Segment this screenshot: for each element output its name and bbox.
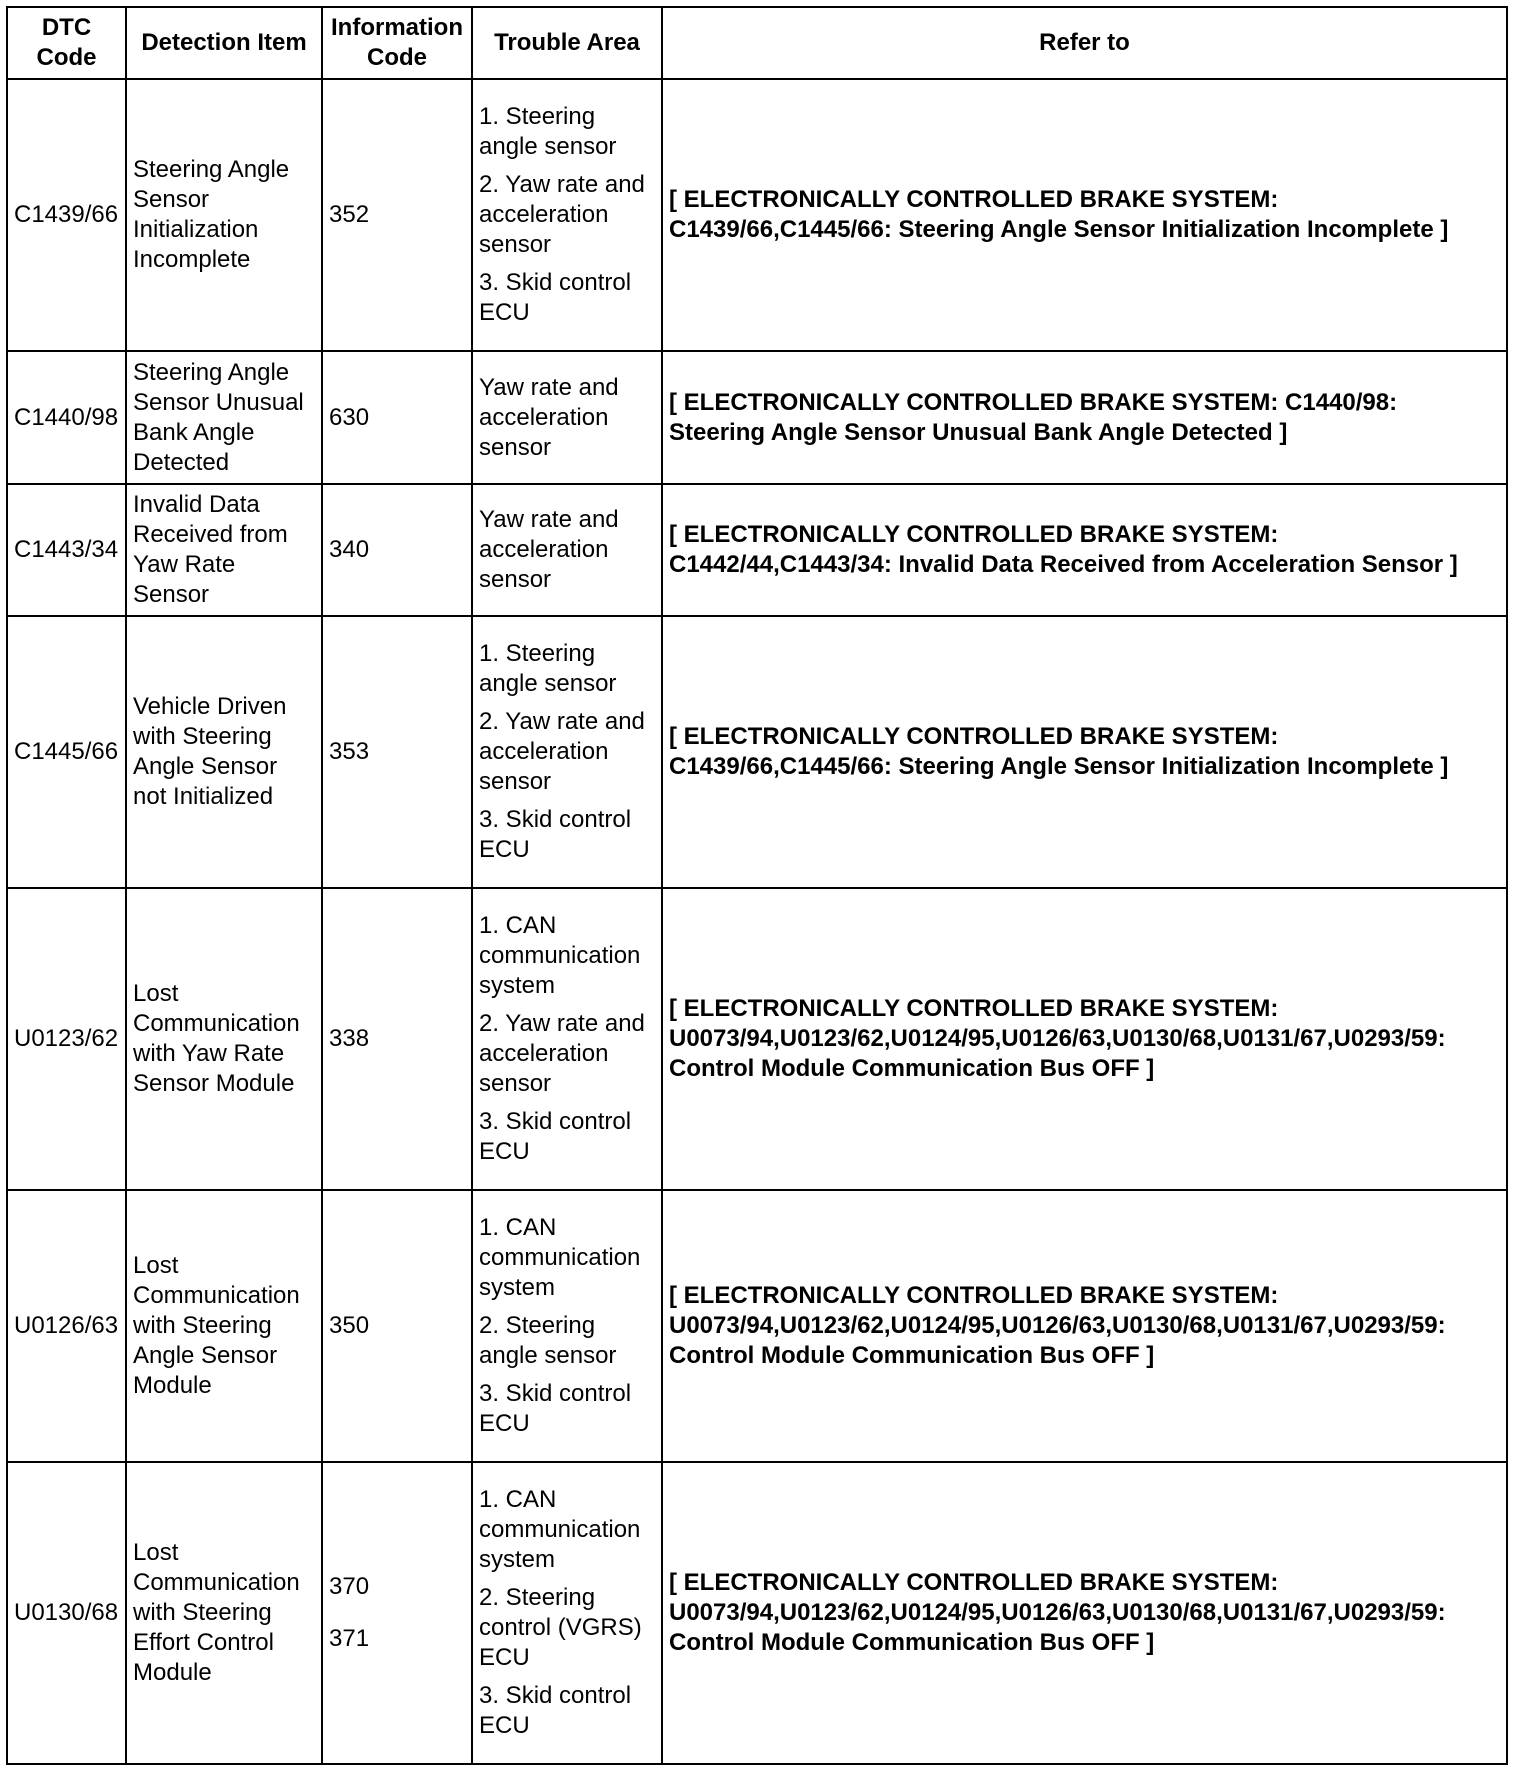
trouble-area-cell: [472, 888, 662, 1190]
dtc-code-cell: U0126/63: [7, 1190, 126, 1462]
header-information-code: Information Code: [322, 7, 472, 79]
information-code: 371: [329, 1625, 370, 1652]
refer-to-link-line[interactable]: Control Module Communication Bus OFF ]: [669, 1629, 1155, 1656]
dtc-code-cell: C1440/98: [7, 351, 126, 484]
refer-to-link-line[interactable]: Steering Angle Sensor Unusual Bank Angle Detected ]: [669, 418, 1288, 446]
trouble-area-item: 3. Skid control ECU: [479, 1380, 632, 1437]
trouble-area-item: 3. Skid control ECU: [479, 1108, 632, 1165]
dtc-code-cell: C1445/66: [7, 616, 126, 888]
trouble-area-cell: [472, 1190, 662, 1462]
dtc-code-cell: U0130/68: [7, 1462, 126, 1764]
information-code-cell: [322, 351, 472, 484]
detection-item-cell: Invalid Data Received from Yaw Rate Sensor: [126, 484, 322, 616]
trouble-area-item: 1. CAN communication system: [479, 1214, 641, 1301]
information-code: 630: [329, 403, 370, 431]
detection-item-cell: Vehicle Driven with Steering Angle Sensor not Initialized: [126, 616, 322, 888]
refer-to-link-line[interactable]: C1439/66,C1445/66: Steering Angle Sensor Initialization Incomplete ]: [669, 216, 1449, 243]
information-code-cell: [322, 1462, 472, 1764]
trouble-area-cell: [472, 79, 662, 351]
trouble-area-cell: [472, 484, 662, 616]
dtc-table: [6, 6, 1508, 1765]
information-code-cell: [322, 1190, 472, 1462]
trouble-area-item: Yaw rate and acceleration sensor: [479, 373, 619, 461]
refer-to-cell: [662, 484, 1507, 616]
information-code-cell: [322, 888, 472, 1190]
table-row: [7, 616, 1507, 888]
detection-item-cell: Lost Communication with Yaw Rate Sensor Module: [126, 888, 322, 1190]
trouble-area-item: 1. Steering angle sensor: [479, 640, 617, 697]
refer-to-link-line[interactable]: [ ELECTRONICALLY CONTROLLED BRAKE SYSTEM:: [669, 995, 1279, 1022]
table-row: [7, 79, 1507, 351]
detection-item-cell: Lost Communication with Steering Angle Sensor Module: [126, 1190, 322, 1462]
table-row: [7, 1462, 1507, 1764]
refer-to-link-line[interactable]: U0073/94,U0123/62,U0124/95,U0126/63,U0130/68,U0131/67,U0293/59:: [669, 1312, 1446, 1339]
header-refer-to: Refer to: [662, 7, 1507, 79]
information-code: 370: [329, 1573, 370, 1600]
dtc-code-cell: C1443/34: [7, 484, 126, 616]
table-row: [7, 888, 1507, 1190]
refer-to-link-line[interactable]: [ ELECTRONICALLY CONTROLLED BRAKE SYSTEM:: [669, 723, 1279, 750]
refer-to-cell: [662, 1190, 1507, 1462]
trouble-area-item: 2. Steering angle sensor: [479, 1312, 617, 1369]
header-dtc-code: DTC Code: [7, 7, 126, 79]
refer-to-link-line[interactable]: C1439/66,C1445/66: Steering Angle Sensor Initialization Incomplete ]: [669, 753, 1449, 780]
refer-to-link-line[interactable]: U0073/94,U0123/62,U0124/95,U0126/63,U0130/68,U0131/67,U0293/59:: [669, 1599, 1446, 1626]
detection-item-cell: Steering Angle Sensor Unusual Bank Angle Detected: [126, 351, 322, 484]
refer-to-link-line[interactable]: Control Module Communication Bus OFF ]: [669, 1055, 1155, 1082]
trouble-area-item: 2. Yaw rate and acceleration sensor: [479, 171, 645, 258]
dtc-code-cell: C1439/66: [7, 79, 126, 351]
refer-to-cell: [662, 79, 1507, 351]
trouble-area-item: 2. Yaw rate and acceleration sensor: [479, 1010, 645, 1097]
refer-to-cell: [662, 351, 1507, 484]
detection-item-cell: Lost Communication with Steering Effort Control Module: [126, 1462, 322, 1764]
trouble-area-item: 1. Steering angle sensor: [479, 103, 617, 160]
information-code: 350: [329, 1312, 370, 1339]
trouble-area-item: 3. Skid control ECU: [479, 1682, 632, 1739]
information-code-cell: [322, 616, 472, 888]
information-code: 353: [329, 738, 370, 765]
trouble-area-item: 1. CAN communication system: [479, 1486, 641, 1573]
refer-to-link-line[interactable]: [ ELECTRONICALLY CONTROLLED BRAKE SYSTEM:: [669, 1282, 1279, 1309]
refer-to-cell: [662, 888, 1507, 1190]
table-body: [7, 79, 1507, 1764]
refer-to-link-line[interactable]: [ ELECTRONICALLY CONTROLLED BRAKE SYSTEM:: [669, 521, 1279, 548]
information-code-cell: [322, 79, 472, 351]
trouble-area-item: 3. Skid control ECU: [479, 806, 632, 863]
header-row: [7, 7, 1507, 79]
refer-to-link-line[interactable]: [ ELECTRONICALLY CONTROLLED BRAKE SYSTEM:: [669, 1569, 1279, 1596]
information-code-cell: [322, 484, 472, 616]
refer-to-link-line[interactable]: U0073/94,U0123/62,U0124/95,U0126/63,U0130/68,U0131/67,U0293/59:: [669, 1025, 1446, 1052]
information-code: 340: [329, 536, 370, 563]
detection-item-cell: Steering Angle Sensor Initialization Incomplete: [126, 79, 322, 351]
refer-to-cell: [662, 1462, 1507, 1764]
information-code: 338: [329, 1025, 370, 1052]
header-detection-item: Detection Item: [126, 7, 322, 79]
header-trouble-area: Trouble Area: [472, 7, 662, 79]
refer-to-link-line[interactable]: [ ELECTRONICALLY CONTROLLED BRAKE SYSTEM: C1440/98:: [669, 388, 1398, 416]
trouble-area-item: 2. Steering control (VGRS) ECU: [479, 1584, 642, 1671]
information-code: 352: [329, 201, 370, 228]
trouble-area-item: 3. Skid control ECU: [479, 269, 632, 326]
table-row: [7, 484, 1507, 616]
table-row: [7, 351, 1507, 484]
refer-to-link-line[interactable]: [ ELECTRONICALLY CONTROLLED BRAKE SYSTEM:: [669, 186, 1279, 213]
trouble-area-cell: [472, 351, 662, 484]
refer-to-link-line[interactable]: Control Module Communication Bus OFF ]: [669, 1342, 1155, 1369]
refer-to-link-line[interactable]: C1442/44,C1443/34: Invalid Data Received from Acceleration Sensor ]: [669, 551, 1458, 578]
trouble-area-item: 1. CAN communication system: [479, 912, 641, 999]
trouble-area-cell: [472, 616, 662, 888]
trouble-area-item: 2. Yaw rate and acceleration sensor: [479, 708, 645, 795]
refer-to-cell: [662, 616, 1507, 888]
table-row: [7, 1190, 1507, 1462]
trouble-area-cell: [472, 1462, 662, 1764]
trouble-area-item: Yaw rate and acceleration sensor: [479, 506, 619, 593]
dtc-code-cell: U0123/62: [7, 888, 126, 1190]
